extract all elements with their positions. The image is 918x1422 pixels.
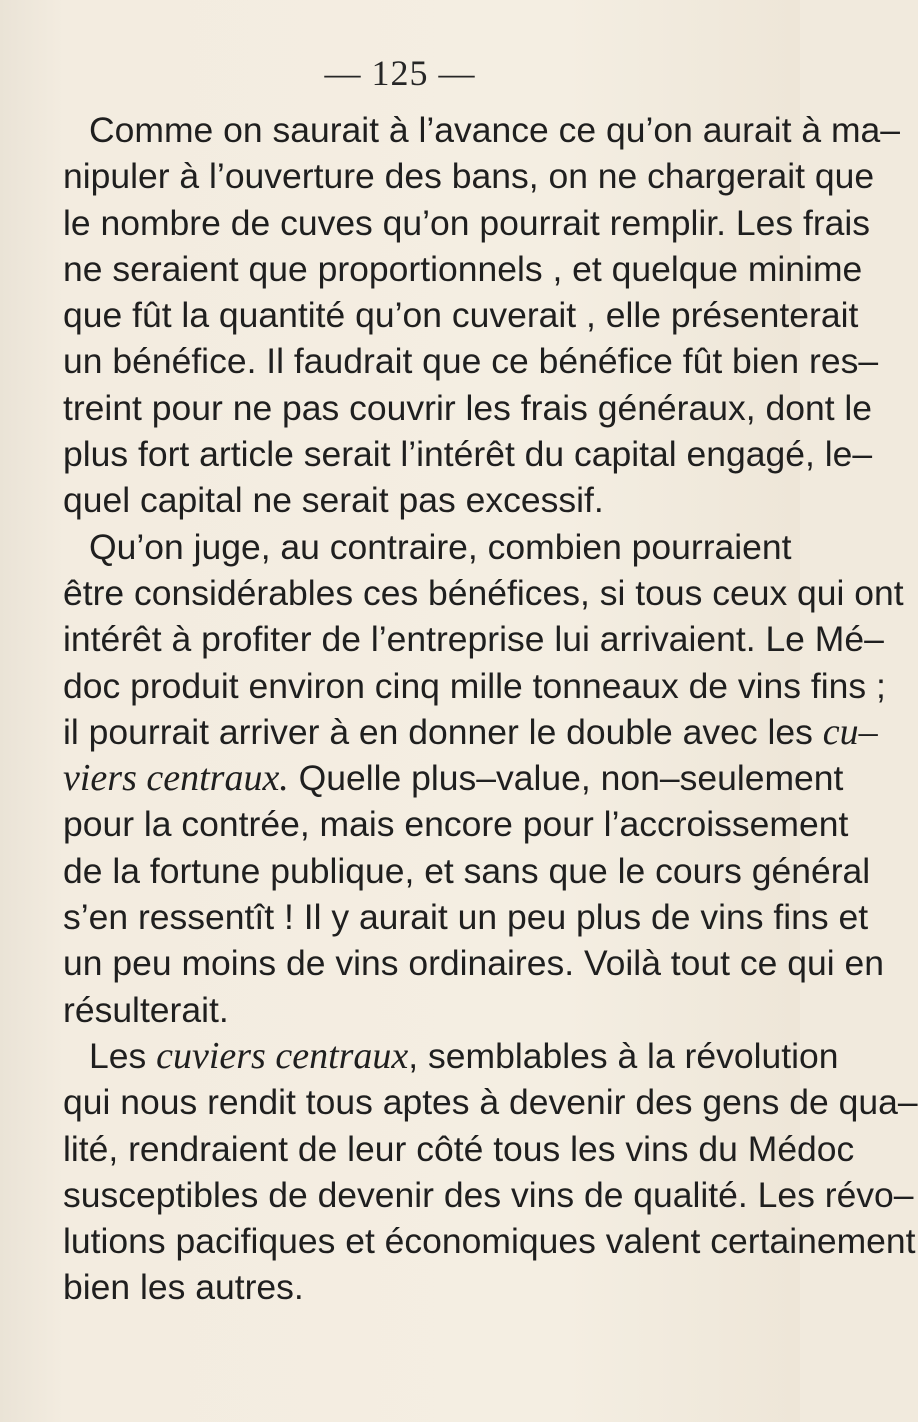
text-line: viers centraux. Quelle plus–value, non–seulement <box>63 757 844 800</box>
text-line: intérêt à profiter de l’entreprise lui arrivaient. Le Mé– <box>63 619 884 660</box>
text-line: Les cuviers centraux, semblables à la révolution <box>89 1034 839 1077</box>
text-line: résulterait. <box>63 989 229 1030</box>
italic-term: cu– <box>822 710 878 753</box>
body-text <box>63 107 918 1311</box>
italic-term: viers centraux. <box>63 757 289 800</box>
text-line: il pourrait arriver à en donner le double avec les cu– <box>63 710 878 753</box>
text-line: doc produit environ cinq mille tonneaux de vins fins ; <box>63 665 886 706</box>
text-line: treint pour ne pas couvrir les frais généraux, dont le <box>63 387 873 428</box>
text-line: quel capital ne serait pas excessif. <box>63 480 604 521</box>
text-line: lutions pacifiques et économiques valent certainement <box>63 1221 916 1262</box>
text-line: un bénéfice. Il faudrait que ce bénéfice fût bien res– <box>63 341 879 382</box>
text-line: pour la contrée, mais encore pour l’accroissement <box>63 804 849 845</box>
text-line: le nombre de cuves qu’on pourrait remplir. Les frais <box>63 202 871 243</box>
text-line: s’en ressentît ! Il y aurait un peu plus de vins fins et <box>63 897 869 938</box>
text-line: nipuler à l’ouverture des bans, on ne chargerait que <box>63 156 875 197</box>
text-line: que fût la quantité qu’on cuverait , elle présenterait <box>63 295 859 336</box>
text-line: Qu’on juge, au contraire, combien pourraient <box>89 526 792 567</box>
text-line: un peu moins de vins ordinaires. Voilà tout ce qui en <box>63 943 884 984</box>
text-line: susceptibles de devenir des vins de qualité. Les révo– <box>63 1174 914 1215</box>
text-line: de la fortune publique, et sans que le cours général <box>63 850 871 891</box>
text-line: plus fort article serait l’intérêt du capital engagé, le– <box>63 434 873 475</box>
text-line: être considérables ces bénéfices, si tous ceux qui ont <box>63 572 904 613</box>
italic-term: cuviers centraux <box>156 1034 409 1077</box>
text-line: qui nous rendit tous aptes à devenir des gens de qua– <box>63 1082 918 1123</box>
page-number: — 125 — <box>324 53 476 93</box>
text-line: Comme on saurait à l’avance ce qu’on aurait à ma– <box>89 110 901 150</box>
text-line: bien les autres. <box>63 1267 304 1308</box>
text-line: ne seraient que proportionnels , et quelque minime <box>63 248 863 289</box>
text-line: lité, rendraient de leur côté tous les vins du Médoc <box>63 1128 855 1169</box>
